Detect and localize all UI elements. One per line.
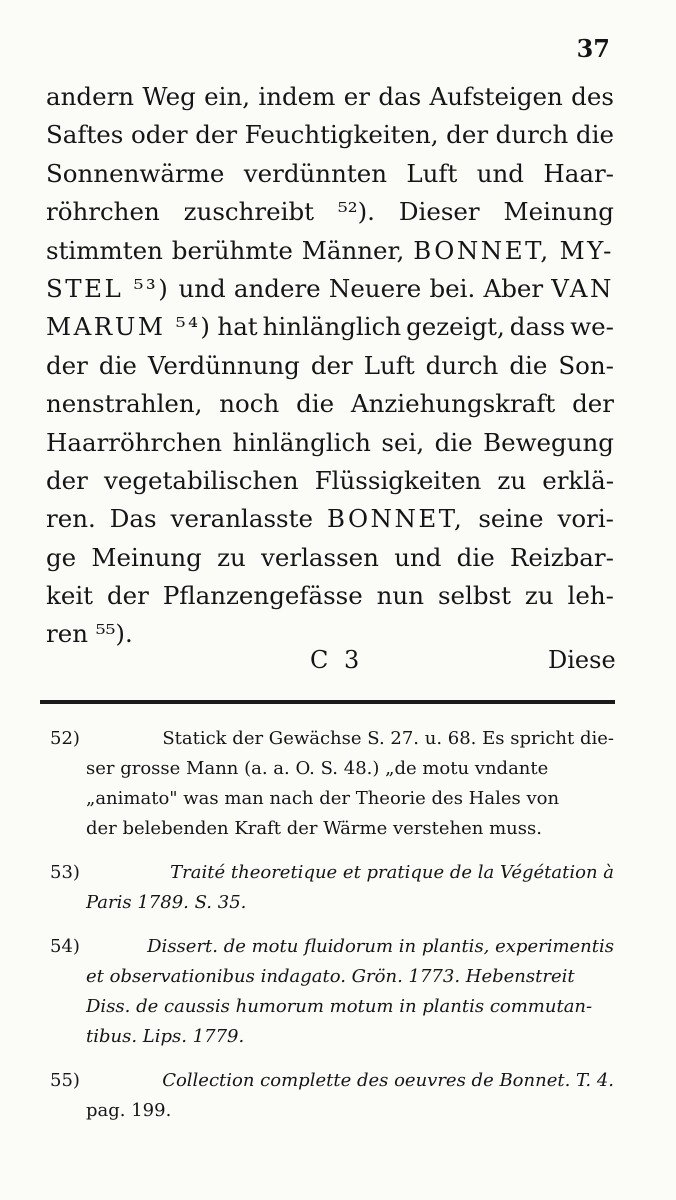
- text-line: [46, 236, 614, 274]
- word: ⁵²).: [337, 197, 375, 227]
- word: indem: [258, 82, 336, 111]
- word: ren ⁵⁵).: [46, 619, 133, 649]
- word: Anziehungskraft: [350, 389, 556, 419]
- word: die: [509, 350, 548, 380]
- word: hinlänglich: [262, 312, 402, 342]
- word: hat: [217, 312, 258, 342]
- footnote-text: Collection complette des oeuvres de Bonnet. T. 4.: [162, 1070, 614, 1091]
- word: der: [310, 350, 353, 380]
- word: Pflanzengefässe: [162, 581, 363, 611]
- word: des: [571, 82, 614, 111]
- text-line: [46, 312, 614, 350]
- footnote-text: Diss. de caussis humorum motum in plantis commutan-: [86, 996, 593, 1017]
- word: röhrchen: [46, 197, 160, 227]
- word: die: [434, 427, 473, 457]
- text-line: [46, 351, 614, 389]
- word: BONNET,: [326, 504, 465, 534]
- signature-mark: C 3: [310, 646, 364, 674]
- word: zu: [524, 581, 554, 611]
- word: der: [446, 120, 489, 150]
- footnotes: [50, 728, 614, 1144]
- word: Männer,: [301, 235, 405, 265]
- word: Verdünnung: [147, 350, 300, 380]
- footnote-line: [50, 892, 614, 922]
- text-line: [46, 197, 614, 235]
- word: dass: [509, 312, 566, 342]
- word: stimmten: [46, 235, 163, 265]
- word: die: [456, 542, 495, 572]
- word: er: [343, 82, 370, 111]
- word: bei.: [429, 273, 476, 303]
- footnote-text: tibus. Lips. 1779.: [86, 1026, 245, 1047]
- footnote-rule: [40, 700, 615, 704]
- word: ein,: [204, 82, 251, 111]
- word: zu: [497, 465, 527, 495]
- word: und: [178, 273, 226, 303]
- text-line: [46, 82, 614, 120]
- footnote-line: [50, 758, 614, 788]
- word: VAN: [551, 273, 614, 303]
- text-line: [46, 543, 614, 581]
- word: Meinung: [91, 542, 202, 572]
- word: zuschreibt: [183, 197, 314, 227]
- word: nenstrahlen,: [46, 389, 203, 419]
- footnote-line: [50, 1100, 614, 1130]
- footnote-text: Traité theoretique et pratique de la Végétation à: [170, 862, 614, 883]
- word: durch: [425, 350, 499, 380]
- word: Bewegung: [483, 427, 614, 457]
- word: Das: [109, 504, 157, 534]
- footnote-text: „animato" was man nach der Theorie des Hales von: [86, 788, 560, 809]
- footnote-text: Paris 1789. S. 35.: [86, 892, 247, 913]
- word: Reizbar-: [509, 542, 614, 572]
- text-line: [46, 159, 614, 197]
- word: Sonnenwärme: [46, 158, 225, 188]
- word: zu: [217, 542, 246, 572]
- footnote-line: [50, 936, 614, 966]
- word: selbst: [437, 581, 511, 611]
- word: Weg: [142, 82, 196, 111]
- word: der: [572, 389, 614, 419]
- catchline: [0, 646, 676, 682]
- footnote-number: 54): [50, 936, 80, 957]
- word: Haarröhrchen: [46, 427, 223, 457]
- word: verlassen: [261, 542, 379, 572]
- word: leh-: [567, 581, 614, 611]
- body-text: [46, 82, 614, 658]
- word: und: [394, 542, 442, 572]
- footnote-text: der belebenden Kraft der Wärme verstehen muss.: [86, 818, 542, 839]
- word: we-: [570, 312, 614, 342]
- word: Dieser: [398, 197, 480, 227]
- footnote-line: [50, 1070, 614, 1100]
- word: die: [296, 389, 335, 419]
- catchword: Diese: [548, 646, 616, 674]
- word: der: [46, 465, 88, 495]
- word: Neuere: [328, 273, 422, 303]
- word: die: [98, 350, 137, 380]
- footnote: [50, 1070, 614, 1130]
- footnote-line: [50, 818, 614, 848]
- word: das: [378, 82, 422, 111]
- word: verdünnten: [243, 158, 387, 188]
- word: BONNET,: [413, 235, 551, 265]
- word: ren.: [46, 504, 96, 534]
- footnote-text: et observationibus indagato. Grön. 1773. Hebenstreit: [86, 966, 575, 987]
- word: Son-: [558, 350, 614, 380]
- word: seine: [478, 504, 544, 534]
- word: gezeigt,: [406, 312, 505, 342]
- text-line: [46, 120, 614, 158]
- word: der: [195, 120, 238, 150]
- word: veranlasste: [170, 504, 313, 534]
- page-number: 37: [576, 34, 610, 63]
- footnote-number: 53): [50, 862, 80, 883]
- footnote: [50, 728, 614, 848]
- word: berühmte: [171, 235, 293, 265]
- word: Meinung: [503, 197, 614, 227]
- word: andern: [46, 82, 135, 111]
- footnote-line: [50, 996, 614, 1026]
- word: der: [106, 581, 149, 611]
- word: vori-: [557, 504, 614, 534]
- word: erklä-: [542, 465, 614, 495]
- word: die: [575, 120, 614, 150]
- word: der: [46, 350, 88, 380]
- word: Luft: [363, 350, 415, 380]
- word: sei,: [381, 427, 425, 457]
- word: und: [476, 158, 524, 188]
- word: MARUM ⁵⁴): [46, 312, 213, 342]
- text-line: [46, 581, 614, 619]
- word: hinlänglich: [232, 427, 371, 457]
- footnote: [50, 936, 614, 1056]
- text-line: [46, 389, 614, 427]
- word: Saftes: [46, 120, 124, 150]
- footnote-line: [50, 966, 614, 996]
- footnote-line: [50, 1026, 614, 1056]
- footnote-text: ser grosse Mann (a. a. O. S. 48.) „de motu vndante: [86, 758, 549, 779]
- footnote-text: pag. 199.: [86, 1100, 172, 1121]
- word: oder: [130, 120, 188, 150]
- word: Aber: [483, 273, 544, 303]
- text-line: [46, 504, 614, 542]
- word: ge: [46, 542, 77, 572]
- word: Feuchtigkeiten,: [244, 120, 439, 150]
- word: MY-: [559, 235, 614, 265]
- footnote-text: Dissert. de motu fluidorum in plantis, experimentis: [147, 936, 614, 957]
- word: andere: [233, 273, 321, 303]
- word: noch: [219, 389, 280, 419]
- word: Luft: [406, 158, 458, 188]
- word: Haar-: [543, 158, 614, 188]
- text-line: [46, 466, 614, 504]
- text-line: [46, 274, 614, 312]
- word: keit: [46, 581, 94, 611]
- footnote-line: [50, 788, 614, 818]
- word: vegetabilischen: [104, 465, 299, 495]
- word: durch: [495, 120, 569, 150]
- word: nun: [376, 581, 424, 611]
- footnote-line: [50, 728, 614, 758]
- footnote-text: Statick der Gewächse S. 27. u. 68. Es spricht die-: [162, 728, 614, 749]
- word: Aufsteigen: [429, 82, 563, 111]
- footnote-number: 55): [50, 1070, 80, 1091]
- word: Flüssigkeiten: [314, 465, 482, 495]
- footnote-line: [50, 862, 614, 892]
- text-line: [46, 428, 614, 466]
- footnote: [50, 862, 614, 922]
- word: STEL ⁵³): [46, 273, 171, 303]
- footnote-number: 52): [50, 728, 80, 749]
